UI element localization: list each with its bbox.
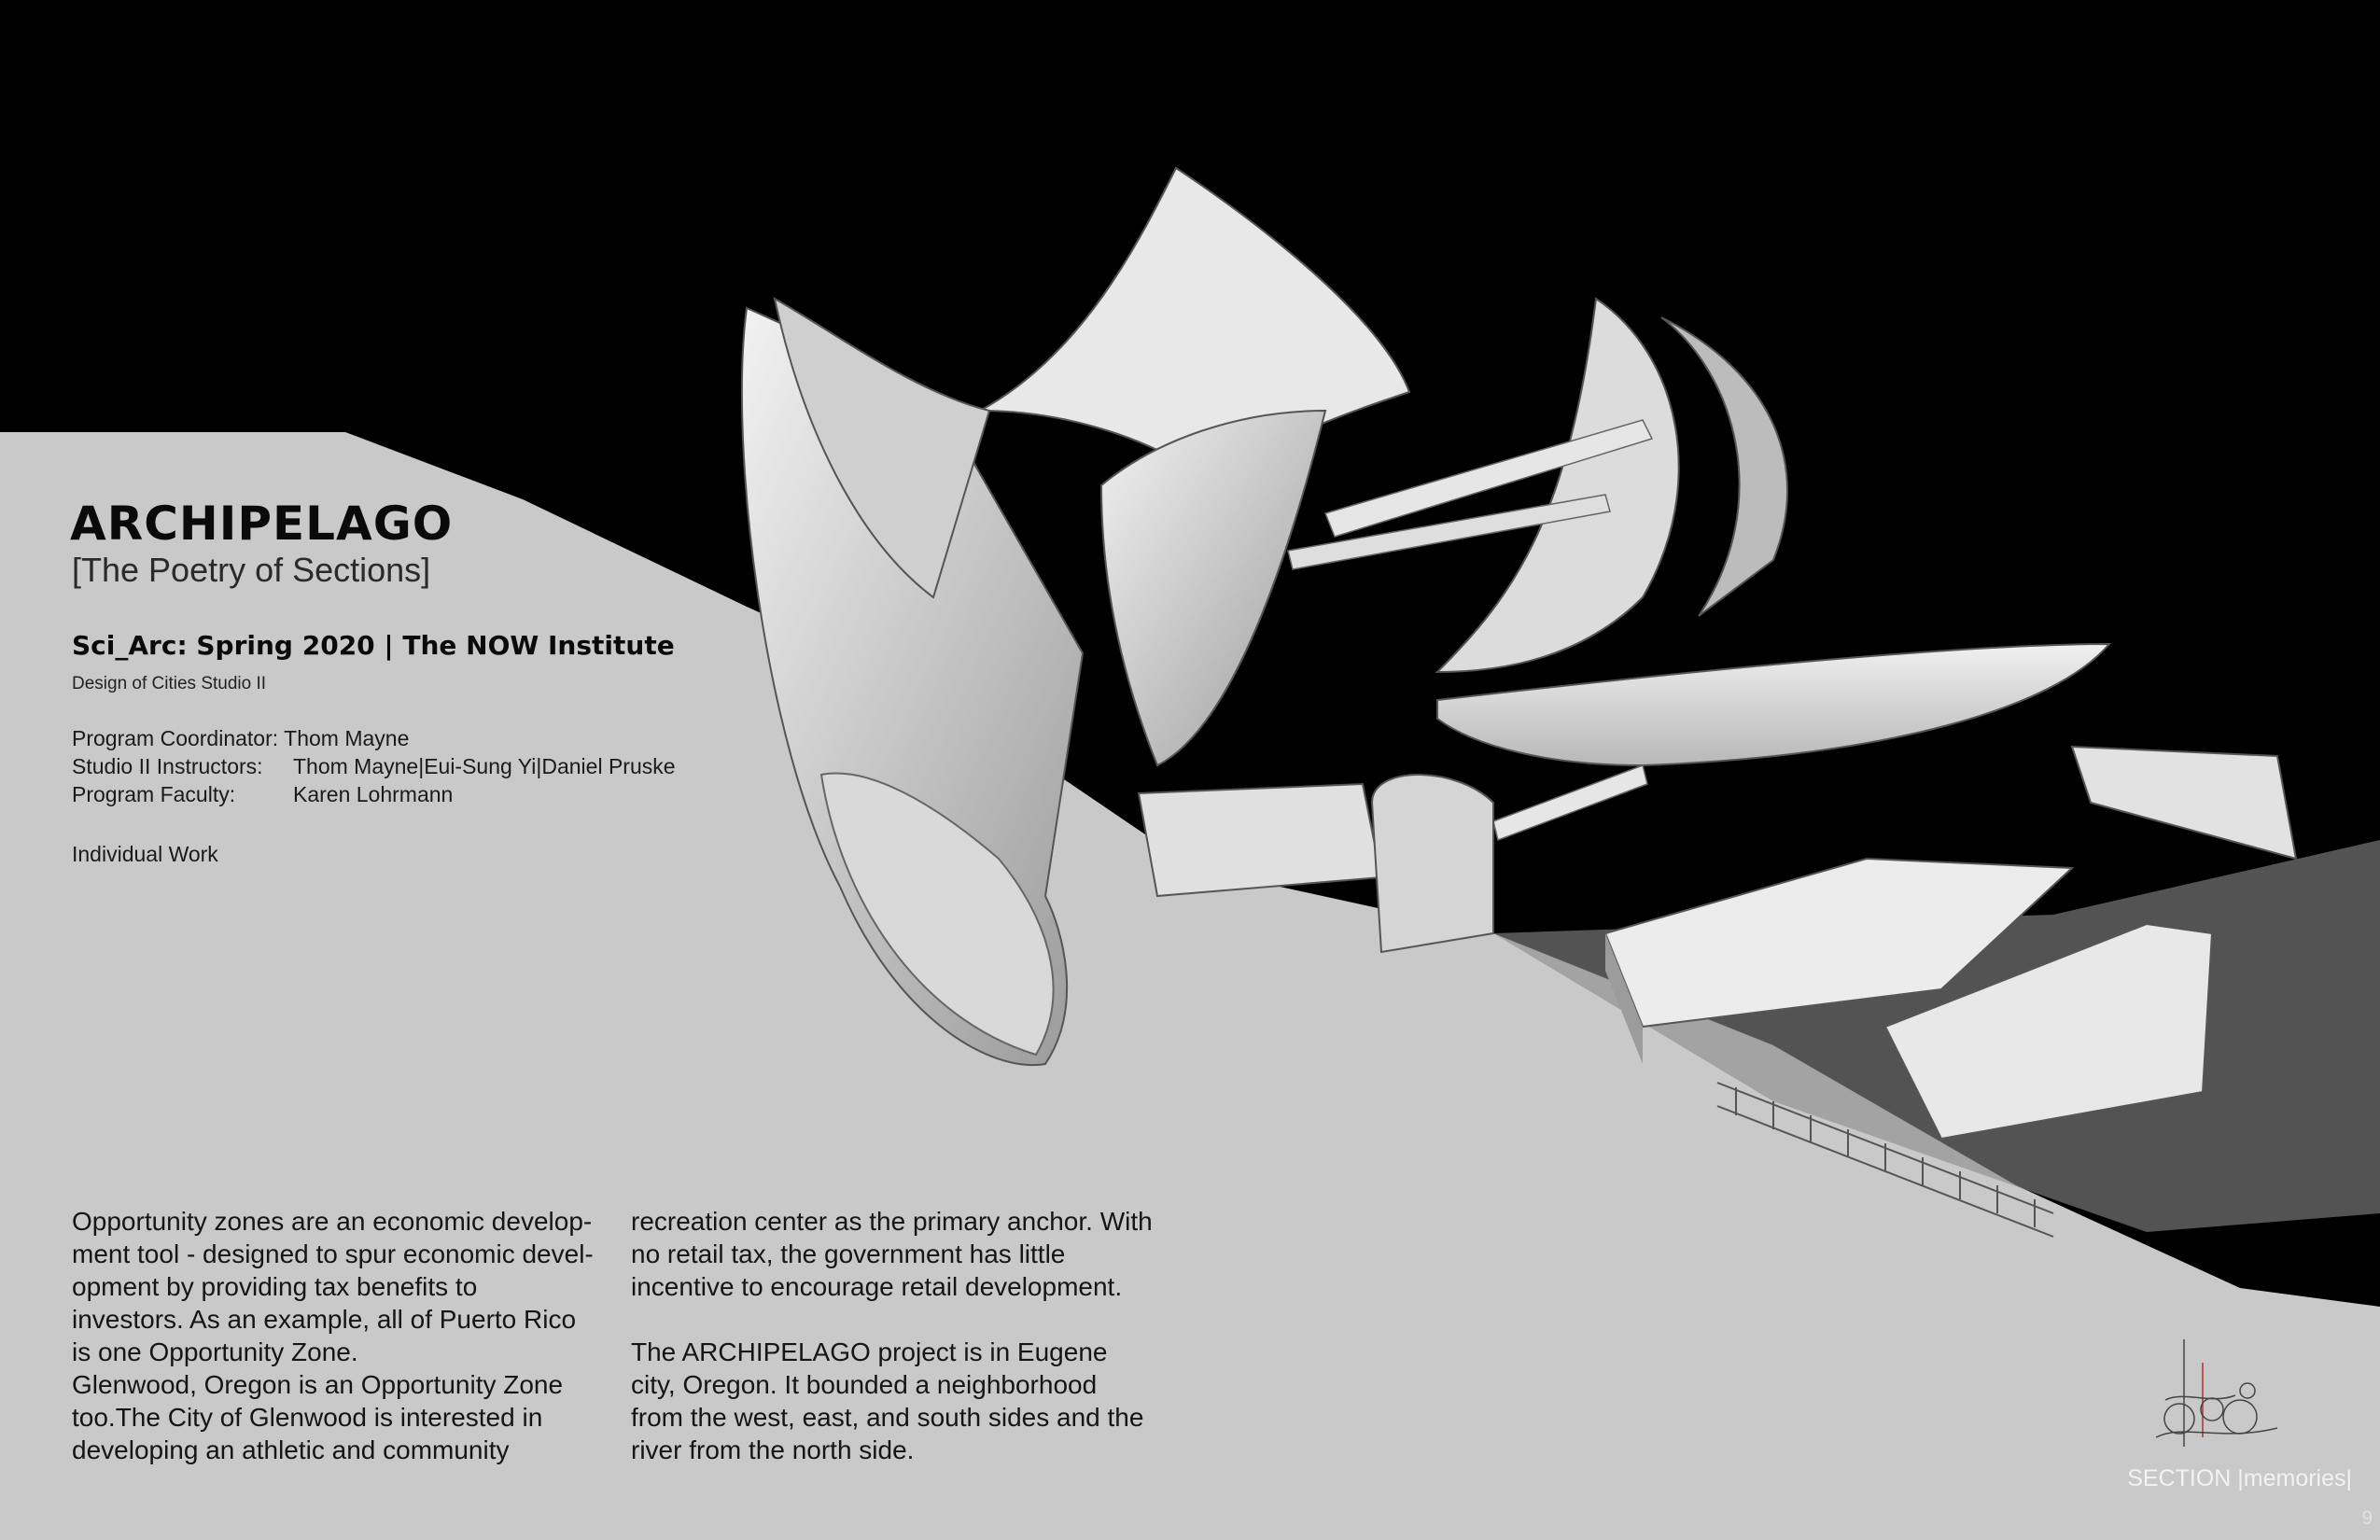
credit-value: Thom Mayne|Eui-Sung Yi|Daniel Pruske [293, 754, 676, 778]
work-type: Individual Work [72, 842, 218, 866]
body-paragraph: Opportunity zones are an economic develop-ment tool - designed to spur economic devel-opment by providing tax benefits to investors. As an example, all of Puerto Rico is one Opportunity Zone. [72, 1207, 594, 1366]
credit-value: Karen Lohrmann [293, 782, 454, 806]
body-column-2 [631, 1205, 1154, 1466]
page-number: 9 [2361, 1507, 2373, 1529]
credit-label: Studio II Instructors: [72, 754, 263, 778]
credit-value: Thom Mayne [284, 726, 410, 750]
studio-name: Design of Cities Studio II [72, 674, 267, 693]
project-subtitle: [The Poetry of Sections] [72, 551, 431, 589]
credit-row [72, 780, 676, 808]
project-title: ARCHIPELAGO [70, 497, 454, 551]
credit-label: Program Faculty: [72, 782, 236, 806]
credit-row [72, 752, 676, 780]
school-line: Sci_Arc: Spring 2020 | The NOW Institute [72, 630, 675, 661]
body-column-1 [72, 1205, 595, 1466]
credits-list [72, 724, 676, 808]
credit-row [72, 724, 676, 752]
body-paragraph: recreation center as the primary anchor. With no retail tax, the government has little incentive to encourage retail development. [631, 1207, 1153, 1301]
sketch-drawing-icon [2147, 1335, 2287, 1456]
section-label: SECTION |memories| [2127, 1465, 2352, 1491]
credit-label: Program Coordinator: [72, 726, 279, 750]
body-paragraph: The ARCHIPELAGO project is in Eugene city, Oregon. It bounded a neighborhood from the west, east, and south sides and the river from the north side. [631, 1337, 1144, 1464]
body-paragraph: Glenwood, Oregon is an Opportunity Zone too.The City of Glenwood is interested in developing an athletic and community [72, 1370, 564, 1464]
